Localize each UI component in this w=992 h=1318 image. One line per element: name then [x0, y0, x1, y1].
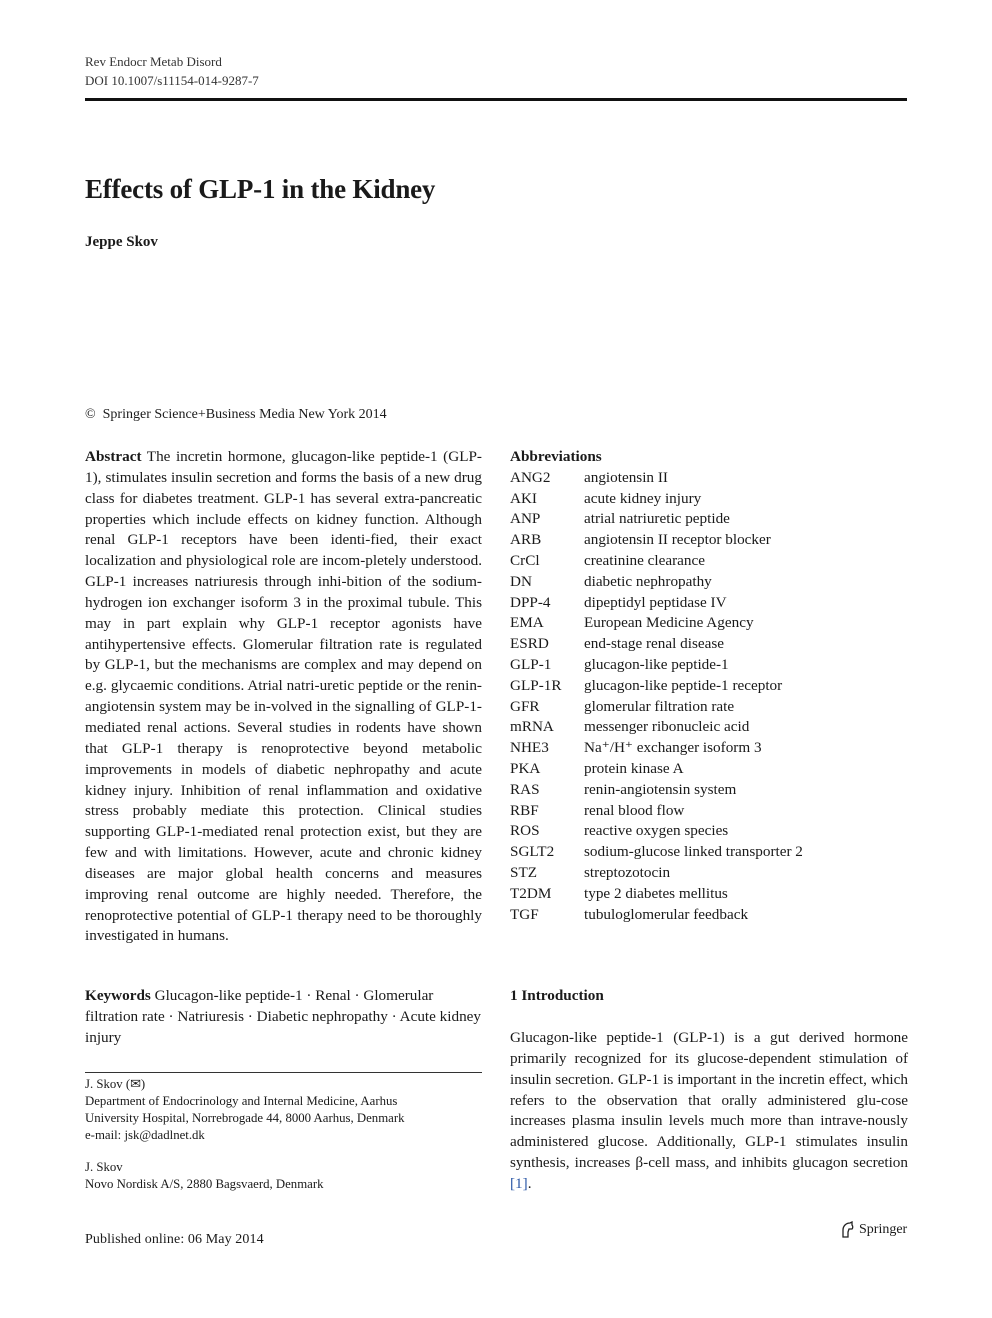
- abbreviation-row: [510, 801, 803, 822]
- abbr-def: reactive oxygen species: [584, 822, 729, 840]
- abbreviation-row: [510, 842, 803, 863]
- abstract-label: Abstract: [85, 448, 142, 465]
- springer-logo: [840, 1221, 907, 1238]
- abbr-term: ANP: [510, 510, 541, 528]
- affiliation-1-line1: Department of Endocrinology and Internal Medicine, Aarhus: [85, 1094, 398, 1108]
- abbr-term: ARB: [510, 531, 542, 549]
- abstract: [85, 447, 482, 947]
- abbr-def: glucagon-like peptide-1: [584, 655, 729, 673]
- keywords: [85, 985, 482, 1048]
- abbreviations-table: [510, 468, 803, 926]
- right-column: [510, 447, 908, 925]
- abbr-def: atrial natriuretic peptide: [584, 510, 730, 528]
- abbr-term: TGF: [510, 905, 539, 923]
- introduction-text: [510, 1028, 908, 1195]
- abbr-term: RBF: [510, 801, 539, 819]
- introduction-heading: 1 Introduction: [510, 987, 604, 1004]
- abbr-def: angiotensin II receptor blocker: [584, 531, 771, 549]
- keywords-text: Glucagon-like peptide-1 · Renal · Glomerular filtration rate · Natriuresis · Diabetic nephropathy · Acute kidney injury: [85, 987, 482, 1046]
- abbr-term: STZ: [510, 863, 538, 881]
- abbr-def: glomerular filtration rate: [584, 697, 735, 715]
- keywords-label: Keywords: [85, 987, 151, 1004]
- abbr-def: renin-angiotensin system: [584, 780, 737, 798]
- abbr-term: ANG2: [510, 468, 551, 486]
- abbreviation-row: [510, 572, 803, 593]
- header-rule: [85, 98, 907, 101]
- copyright-text: Springer Science+Business Media New York 2014: [102, 407, 387, 422]
- affiliation-1: [85, 1076, 482, 1144]
- abbr-term: SGLT2: [510, 843, 555, 861]
- abbreviation-row: [510, 821, 803, 842]
- abbr-term: ESRD: [510, 635, 549, 653]
- abbr-def: streptozotocin: [584, 863, 671, 881]
- abbr-term: T2DM: [510, 884, 552, 902]
- affiliation-2: [85, 1159, 482, 1193]
- abbr-term: DN: [510, 572, 532, 590]
- abbr-def: acute kidney injury: [584, 489, 702, 507]
- abbr-term: GFR: [510, 697, 540, 715]
- abbr-def: glucagon-like peptide-1 receptor: [584, 676, 783, 694]
- copyright-icon: ©: [85, 407, 96, 422]
- reference-link[interactable]: [1]: [510, 1174, 528, 1192]
- affiliation-1-name: J. Skov (✉): [85, 1077, 146, 1091]
- abbreviation-row: [510, 884, 803, 905]
- affiliation-2-line1: Novo Nordisk A/S, 2880 Bagsvaerd, Denmark: [85, 1177, 324, 1191]
- abbreviation-row: [510, 655, 803, 676]
- introduction-end: .: [527, 1174, 532, 1192]
- abbr-term: RAS: [510, 780, 540, 798]
- abbr-def: renal blood flow: [584, 801, 685, 819]
- abbr-term: EMA: [510, 614, 544, 632]
- abbr-term: GLP-1R: [510, 676, 562, 694]
- affiliation-1-line2: University Hospital, Norrebrogade 44, 8000 Aarhus, Denmark: [85, 1111, 405, 1125]
- abbr-def: angiotensin II: [584, 468, 668, 486]
- published-date: Published online: 06 May 2014: [85, 1232, 264, 1247]
- abbreviation-row: [510, 905, 803, 926]
- journal-header: [85, 52, 259, 90]
- introduction-body: Glucagon-like peptide-1 (GLP-1) is a gut derived hormone primarily recognized for its glucose-dependent stimulation of insulin secretion. GLP-1 is important in the incretin effect, which refers to the observation that orally administered glu-cose increases plasma insulin levels much more than intrave-nously administered glucose. Additionally, GLP-1 stimulates insulin synthesis, increases β-cell mass, and inhibits glucagon secretion: [510, 1029, 908, 1172]
- abbr-def: messenger ribonucleic acid: [584, 718, 750, 736]
- doi[interactable]: DOI 10.1007/s11154-014-9287-7: [85, 73, 259, 88]
- copyright-line: [85, 407, 387, 423]
- abbreviation-row: [510, 551, 803, 572]
- abbr-def: European Medicine Agency: [584, 614, 754, 632]
- abbreviations-heading: Abbreviations: [510, 448, 602, 465]
- springer-horse-icon: [840, 1221, 855, 1238]
- abbreviation-row: [510, 717, 803, 738]
- abbr-def: protein kinase A: [584, 759, 684, 777]
- abbreviation-row: [510, 780, 803, 801]
- abbreviation-row: [510, 697, 803, 718]
- abbr-def: creatinine clearance: [584, 551, 705, 569]
- abbreviation-row: [510, 468, 803, 489]
- abbr-term: DPP-4: [510, 593, 551, 611]
- journal-name: Rev Endocr Metab Disord: [85, 54, 222, 69]
- abstract-text: The incretin hormone, glucagon-like peptide-1 (GLP-1), stimulates insulin secretion and forms the basis of a new drug class for diabetes treatment. GLP-1 has several extra-pancreatic properties which include effects on kidney function. Although renal GLP-1 receptors have been identi-fied, their exact localization and physiological role are incom-pletely understood. GLP-1 increases natriuresis through inhi-bition of the sodium-hydrogen ion exchanger isoform 3 in the proximal tubule. This may in part explain why GLP-1 receptor agonists have antihypertensive effects. Glomerular filtration rate is regulated by GLP-1, but the mechanisms are complex and may depend on e.g. glycaemic conditions. Atrial natri-uretic peptide or the renin-angiotensin system may be in-volved in the signalling of GLP-1-mediated renal actions. Several studies in rodents have shown that GLP-1 therapy is renoprotective beyond metabolic improvements in models of diabetic nephropathy and acute kidney injury. Inhibition of renal inflammation and oxidative stress probably mediate this protection. Clinical studies supporting GLP-1-mediated renal protection exist, but they are few and with limitations. However, acute and chronic kidney diseases are major global health concerns and measures improving renal outcome are highly needed. Therefore, the renoprotective potential of GLP-1 therapy need to be thoroughly investigated in humans.: [85, 448, 482, 945]
- article-title: Effects of GLP-1 in the Kidney: [85, 174, 436, 204]
- affiliation-2-name: J. Skov: [85, 1160, 123, 1174]
- left-column: [85, 447, 482, 947]
- abbr-def: diabetic nephropathy: [584, 572, 712, 590]
- abbreviation-row: [510, 530, 803, 551]
- affiliation-1-email[interactable]: e-mail: jsk@dadlnet.dk: [85, 1128, 205, 1142]
- abbreviation-row: [510, 509, 803, 530]
- abbr-def: sodium-glucose linked transporter 2: [584, 843, 803, 861]
- abbr-def: Na⁺/H⁺ exchanger isoform 3: [584, 739, 762, 757]
- abbr-def: type 2 diabetes mellitus: [584, 884, 728, 902]
- abbreviation-row: [510, 863, 803, 884]
- abbreviation-row: [510, 634, 803, 655]
- abbr-term: mRNA: [510, 718, 554, 736]
- abbr-term: AKI: [510, 489, 537, 507]
- publisher-name: Springer: [859, 1221, 908, 1237]
- author-name[interactable]: Jeppe Skov: [85, 234, 158, 250]
- abbr-term: CrCl: [510, 551, 540, 569]
- abbr-def: end-stage renal disease: [584, 635, 724, 653]
- abbr-term: GLP-1: [510, 655, 552, 673]
- abbreviation-row: [510, 738, 803, 759]
- abbr-term: ROS: [510, 822, 540, 840]
- abbr-def: tubuloglomerular feedback: [584, 905, 749, 923]
- abbr-def: dipeptidyl peptidase IV: [584, 593, 727, 611]
- abbreviation-row: [510, 759, 803, 780]
- abbreviation-row: [510, 489, 803, 510]
- abbreviation-row: [510, 613, 803, 634]
- affiliation-rule: [85, 1072, 482, 1073]
- abbr-term: PKA: [510, 759, 541, 777]
- abbr-term: NHE3: [510, 739, 549, 757]
- abbreviation-row: [510, 593, 803, 614]
- abbreviation-row: [510, 676, 803, 697]
